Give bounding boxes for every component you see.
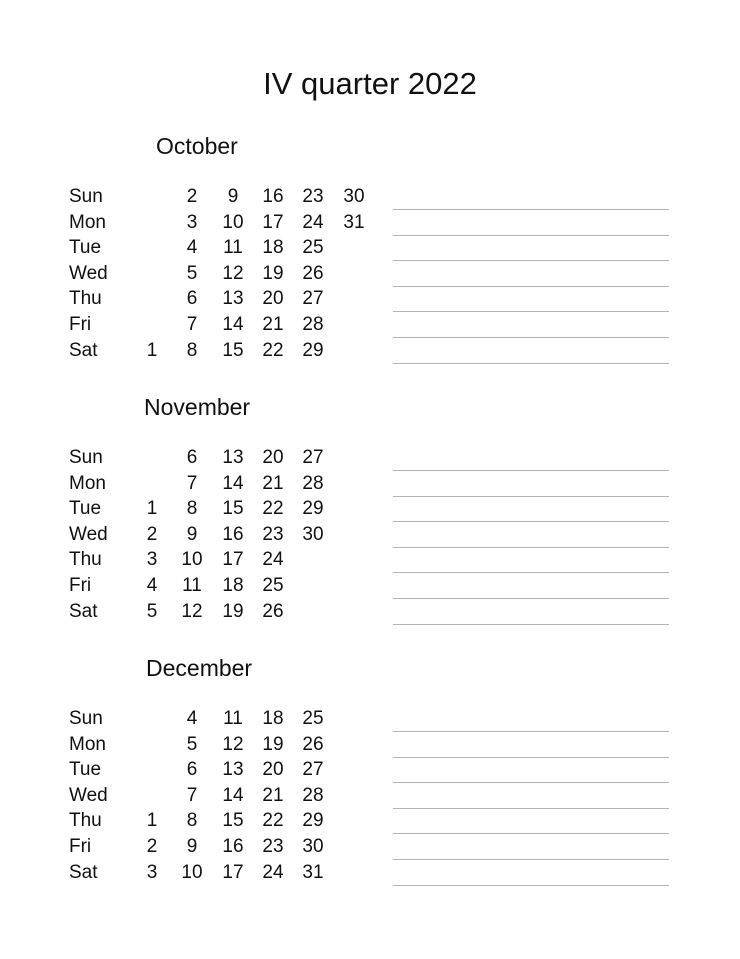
date-cell: 21: [262, 784, 284, 806]
date-cell: 10: [222, 211, 244, 233]
weekday-label: Fri: [69, 836, 92, 857]
date-cell: 8: [186, 339, 198, 361]
week-row: [0, 447, 740, 473]
date-cell: 22: [262, 810, 284, 832]
date-cell: 20: [262, 447, 284, 468]
weekday-label: Wed: [69, 523, 108, 545]
date-cell: 17: [262, 211, 284, 233]
weekday-label: Mon: [69, 472, 106, 494]
date-cell: 22: [262, 339, 284, 361]
date-cell: 8: [186, 810, 198, 832]
month-october: [0, 131, 740, 391]
weekday-label: Thu: [69, 288, 102, 310]
date-cell: 5: [186, 733, 198, 755]
date-cell: 4: [186, 237, 198, 259]
note-line: [393, 260, 669, 261]
date-cell: 2: [186, 186, 198, 207]
date-cell: 31: [343, 211, 365, 233]
note-line: [393, 833, 669, 834]
date-cell: 9: [186, 836, 198, 857]
date-cell: 2: [146, 523, 158, 545]
date-cell: 4: [146, 575, 158, 596]
weekday-label: Mon: [69, 211, 106, 233]
date-cell: 26: [262, 600, 284, 622]
date-cell: 17: [222, 861, 244, 883]
note-line: [393, 286, 669, 287]
date-cell: 28: [302, 784, 324, 806]
date-cell: 5: [186, 262, 198, 284]
month-name: October: [156, 133, 238, 159]
date-cell: 13: [222, 288, 244, 310]
date-cell: 1: [146, 498, 158, 520]
date-cell: 30: [302, 836, 324, 857]
date-cell: 24: [262, 861, 284, 883]
date-cell: 11: [182, 575, 202, 596]
note-line: [393, 547, 669, 548]
note-line: [393, 470, 669, 471]
date-cell: 3: [146, 549, 158, 571]
date-cell: 20: [262, 288, 284, 310]
date-cell: 19: [262, 262, 284, 284]
date-cell: 16: [222, 523, 244, 545]
note-line: [393, 496, 669, 497]
date-cell: 4: [186, 708, 198, 729]
date-cell: 27: [302, 288, 324, 310]
date-cell: 18: [262, 237, 284, 259]
weekday-label: Fri: [69, 314, 92, 335]
date-cell: 16: [262, 186, 284, 207]
date-cell: 20: [262, 759, 284, 781]
weekday-label: Wed: [69, 262, 108, 284]
date-cell: 1: [146, 810, 158, 832]
note-line: [393, 885, 669, 886]
weekday-label: Sun: [69, 447, 103, 468]
date-cell: 12: [222, 262, 244, 284]
date-cell: 13: [222, 759, 244, 781]
date-cell: 7: [186, 314, 198, 335]
weekday-label: Wed: [69, 784, 108, 806]
note-line: [393, 731, 669, 732]
date-cell: 9: [186, 523, 198, 545]
month-november: [0, 392, 740, 652]
date-cell: 25: [262, 575, 284, 596]
date-cell: 5: [146, 600, 158, 622]
date-cell: 12: [181, 600, 203, 622]
note-line: [393, 859, 669, 860]
date-cell: 14: [222, 784, 244, 806]
date-cell: 27: [302, 759, 324, 781]
page-title: IV quarter 2022: [263, 66, 477, 101]
weekday-label: Fri: [69, 575, 92, 596]
weekday-label: Sat: [69, 339, 98, 361]
weekday-label: Thu: [69, 810, 102, 832]
date-cell: 24: [302, 211, 324, 233]
date-cell: 23: [262, 523, 284, 545]
month-december: [0, 653, 740, 913]
date-cell: 28: [302, 472, 324, 494]
week-row: [0, 314, 740, 340]
weekday-label: Sat: [69, 600, 98, 622]
week-row: [0, 785, 740, 811]
date-cell: 30: [302, 523, 324, 545]
weekday-label: Mon: [69, 733, 106, 755]
date-cell: 7: [186, 784, 198, 806]
date-cell: 18: [262, 708, 284, 729]
week-row: [0, 524, 740, 550]
week-row: [0, 575, 740, 601]
date-cell: 21: [262, 472, 284, 494]
week-row: [0, 734, 740, 760]
date-cell: 25: [302, 237, 324, 259]
note-line: [393, 209, 669, 210]
week-row: [0, 810, 740, 836]
weekday-label: Thu: [69, 549, 102, 571]
weekday-label: Sun: [69, 708, 103, 729]
date-cell: 14: [222, 314, 244, 335]
date-cell: 27: [302, 447, 324, 468]
note-line: [393, 572, 669, 573]
note-line: [393, 521, 669, 522]
date-cell: 26: [302, 262, 324, 284]
week-row: [0, 708, 740, 734]
week-row: [0, 473, 740, 499]
date-cell: 16: [222, 836, 244, 857]
date-cell: 10: [181, 549, 203, 571]
note-line: [393, 598, 669, 599]
week-row: [0, 186, 740, 212]
weekday-label: Tue: [69, 237, 102, 259]
date-cell: 25: [302, 708, 324, 729]
date-cell: 29: [302, 498, 324, 520]
week-row: [0, 288, 740, 314]
week-row: [0, 263, 740, 289]
weekday-label: Sun: [69, 186, 103, 207]
date-cell: 6: [186, 447, 198, 468]
weekday-label: Tue: [69, 498, 102, 520]
date-cell: 18: [222, 575, 244, 596]
note-line: [393, 808, 669, 809]
week-row: [0, 237, 740, 263]
date-cell: 6: [186, 288, 198, 310]
weekday-label: Sat: [69, 861, 98, 883]
week-row: [0, 759, 740, 785]
date-cell: 11: [223, 237, 243, 259]
date-cell: 24: [262, 549, 284, 571]
date-cell: 19: [222, 600, 244, 622]
date-cell: 15: [222, 339, 244, 361]
week-row: [0, 549, 740, 575]
month-name: November: [144, 394, 251, 420]
date-cell: 9: [227, 186, 239, 207]
note-line: [393, 363, 669, 364]
date-cell: 3: [146, 861, 158, 883]
date-cell: 30: [343, 186, 365, 207]
date-cell: 12: [222, 733, 244, 755]
date-cell: 23: [302, 186, 324, 207]
note-line: [393, 757, 669, 758]
date-cell: 2: [146, 836, 158, 857]
date-cell: 19: [262, 733, 284, 755]
date-cell: 11: [223, 708, 243, 729]
week-row: [0, 498, 740, 524]
date-cell: 3: [186, 211, 198, 233]
note-line: [393, 624, 669, 625]
date-cell: 17: [222, 549, 244, 571]
date-cell: 22: [262, 498, 284, 520]
date-cell: 8: [186, 498, 198, 520]
note-line: [393, 311, 669, 312]
note-line: [393, 337, 669, 338]
week-row: [0, 836, 740, 862]
date-cell: 15: [222, 810, 244, 832]
date-cell: 28: [302, 314, 324, 335]
date-cell: 10: [181, 861, 203, 883]
date-cell: 29: [302, 810, 324, 832]
week-row: [0, 601, 740, 627]
week-row: [0, 862, 740, 888]
date-cell: 26: [302, 733, 324, 755]
date-cell: 7: [186, 472, 198, 494]
date-cell: 14: [222, 472, 244, 494]
month-name: December: [146, 655, 253, 681]
weekday-label: Tue: [69, 759, 102, 781]
note-line: [393, 235, 669, 236]
date-cell: 21: [262, 314, 284, 335]
date-cell: 6: [186, 759, 198, 781]
week-row: [0, 340, 740, 366]
note-line: [393, 782, 669, 783]
date-cell: 29: [302, 339, 324, 361]
date-cell: 15: [222, 498, 244, 520]
week-row: [0, 212, 740, 238]
date-cell: 1: [146, 339, 158, 361]
date-cell: 23: [262, 836, 284, 857]
date-cell: 31: [302, 861, 324, 883]
date-cell: 13: [222, 447, 244, 468]
